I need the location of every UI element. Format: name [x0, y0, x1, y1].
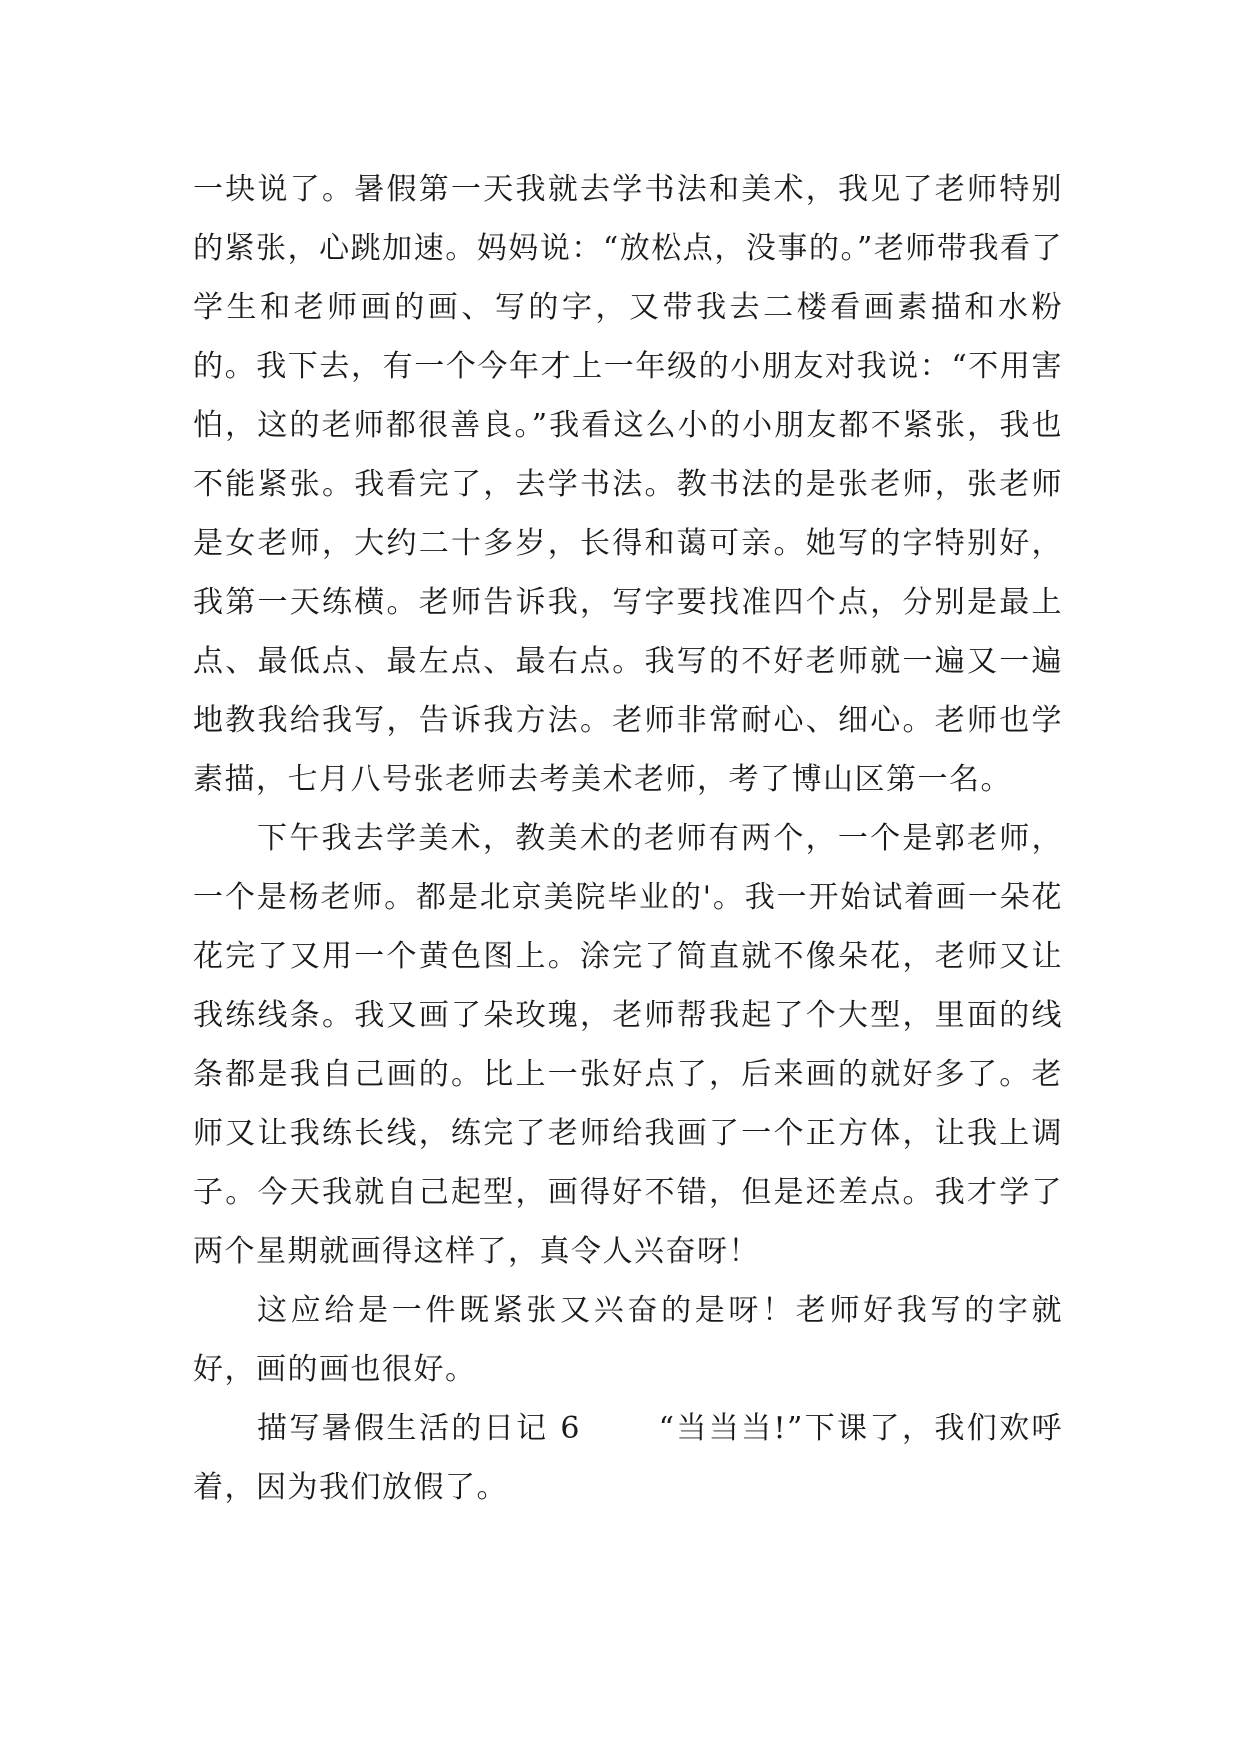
document-body [193, 160, 1063, 1517]
paragraph-2: 下午我去学美术，教美术的老师有两个，一个是郭老师，一个是杨老师。都是北京美院毕业的'。我一开始试着画一朵花花完了又用一个黄色图上。涂完了简直就不像朵花，老师又让我练线条。我又画了朵玫瑰，老师帮我起了个大型，里面的线条都是我自己画的。比上一张好点了，后来画的就好多了。老师又让我练长线，练完了老师给我画了一个正方体，让我上调子。今天我就自己起型，画得好不错，但是还差点。我才学了两个星期就画得这样了，真令人兴奋呀！ [193, 821, 1063, 1269]
paragraph-3: 这应给是一件既紧张又兴奋的是呀！老师好我写的字就好，画的画也很好。 [193, 1293, 1063, 1387]
paragraph-1: 一块说了。暑假第一天我就去学书法和美术，我见了老师特别的紧张，心跳加速。妈妈说：“放松点，没事的。”老师带我看了学生和老师画的画、写的字，又带我去二楼看画素描和水粉的。我下去，有一个今年才上一年级的小朋友对我说：“不用害怕，这的老师都很善良。”我看这么小的小朋友都不紧张，我也不能紧张。我看完了，去学书法。教书法的是张老师，张老师是女老师，大约二十多岁，长得和蔼可亲。她写的字特别好，我第一天练横。老师告诉我，写字要找准四个点，分别是最上点、最低点、最左点、最右点。我写的不好老师就一遍又一遍地教我给我写，告诉我方法。老师非常耐心、细心。老师也学素描，七月八号张老师去考美术老师，考了博山区第一名。 [193, 172, 1063, 797]
paragraph-4: 描写暑假生活的日记 6 “当当当!”下课了，我们欢呼着，因为我们放假了。 [193, 1411, 1063, 1505]
